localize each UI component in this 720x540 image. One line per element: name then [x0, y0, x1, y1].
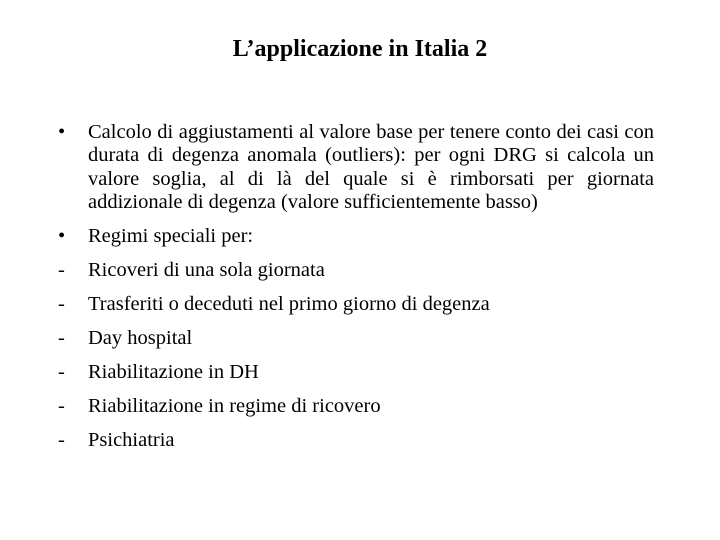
dash-marker: -: [58, 361, 65, 384]
list-item: [56, 395, 654, 418]
dash-marker: -: [58, 293, 65, 316]
list-item-text: Trasferiti o deceduti nel primo giorno di degenza: [88, 293, 490, 316]
dash-marker: -: [58, 327, 65, 350]
dash-marker: -: [58, 259, 65, 282]
dash-marker: -: [58, 429, 65, 452]
list-item: [56, 327, 654, 350]
bullet-marker: •: [58, 121, 66, 143]
list-item-text: Ricoveri di una sola giornata: [88, 259, 325, 282]
list-item: [56, 121, 654, 215]
list-item: [56, 259, 654, 282]
list-item-text: Day hospital: [88, 327, 193, 350]
list-item-text: Regimi speciali per:: [88, 225, 254, 248]
bullet-list: [56, 121, 654, 463]
list-item: [56, 429, 654, 452]
list-item-text: Riabilitazione in DH: [88, 361, 259, 384]
list-item: [56, 361, 654, 384]
list-item-text: Calcolo di aggiustamenti al valore base per tenere conto dei casi con durata di degenza anomala (outliers): per ogni DRG si calcola un valore soglia, al di là del quale si è rimborsati per giornata addizionale di degenza (valore sufficientemente basso): [88, 121, 654, 214]
list-item: [56, 225, 654, 248]
list-item-text: Riabilitazione in regime di ricovero: [88, 395, 381, 418]
list-item-text: Psichiatria: [88, 429, 175, 452]
dash-marker: -: [58, 395, 65, 418]
slide-title: L’applicazione in Italia 2: [232, 36, 488, 62]
bullet-marker: •: [58, 225, 66, 248]
list-item: [56, 293, 654, 316]
